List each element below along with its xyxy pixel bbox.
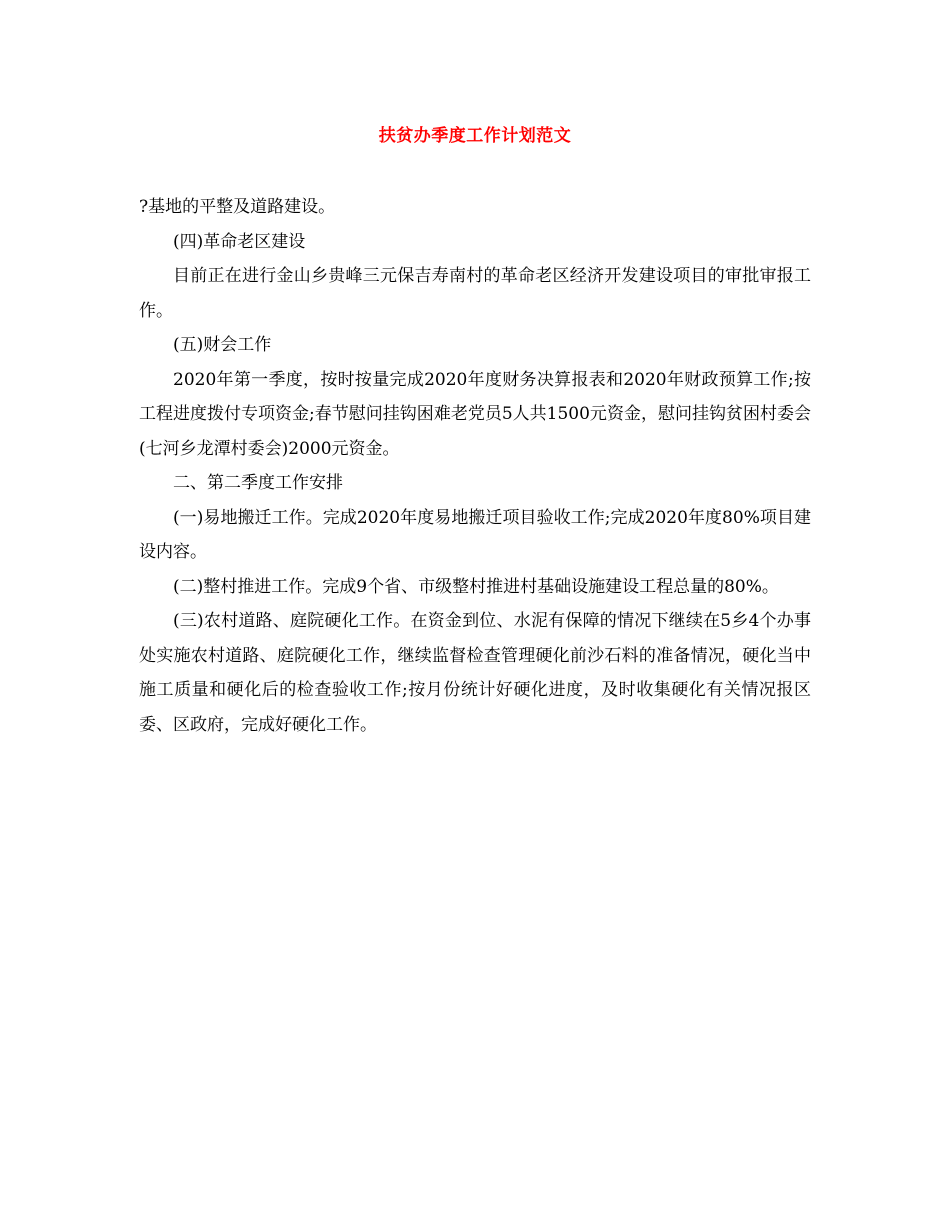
document-title: 扶贫办季度工作计划范文 [378, 126, 572, 146]
paragraph: ?基地的平整及道路建设。 [139, 197, 336, 217]
paragraph: (三)农村道路、庭院硬化工作。在资金到位、水泥有保障的情况下继续在5乡4个办事处实施农村道路、庭院硬化工作，继续监督检查管理硬化前沙石料的准备情况，硬化当中施工质量和硬化后的检查验收工作;按月份统计好硬化进度，及时收集硬化有关情况报区委、区政府，完成好硬化工作。 [139, 611, 811, 735]
paragraph: 目前正在进行金山乡贵峰三元保吉寿南村的革命老区经济开发建设项目的审批审报工作。 [139, 266, 811, 321]
paragraph: (二)整村推进工作。完成9个省、市级整村推进村基础设施建设工程总量的80%。 [173, 576, 779, 597]
section-heading: (四)革命老区建设 [173, 231, 306, 252]
section-heading: (五)财会工作 [173, 335, 272, 355]
paragraph: 2020年第一季度，按时按量完成2020年度财务决算报表和2020年财政预算工作;按工程进度拨付专项资金;春节慰问挂钩困难老党员5人共1500元资金，慰问挂钩贫困村委会(七河乡龙潭村委会)2000元资金。 [139, 369, 811, 459]
section-heading: 二、第二季度工作安排 [173, 473, 343, 493]
paragraph: (一)易地搬迁工作。完成2020年度易地搬迁项目验收工作;完成2020年度80%项目建设内容。 [139, 507, 811, 562]
document-body [139, 190, 811, 742]
